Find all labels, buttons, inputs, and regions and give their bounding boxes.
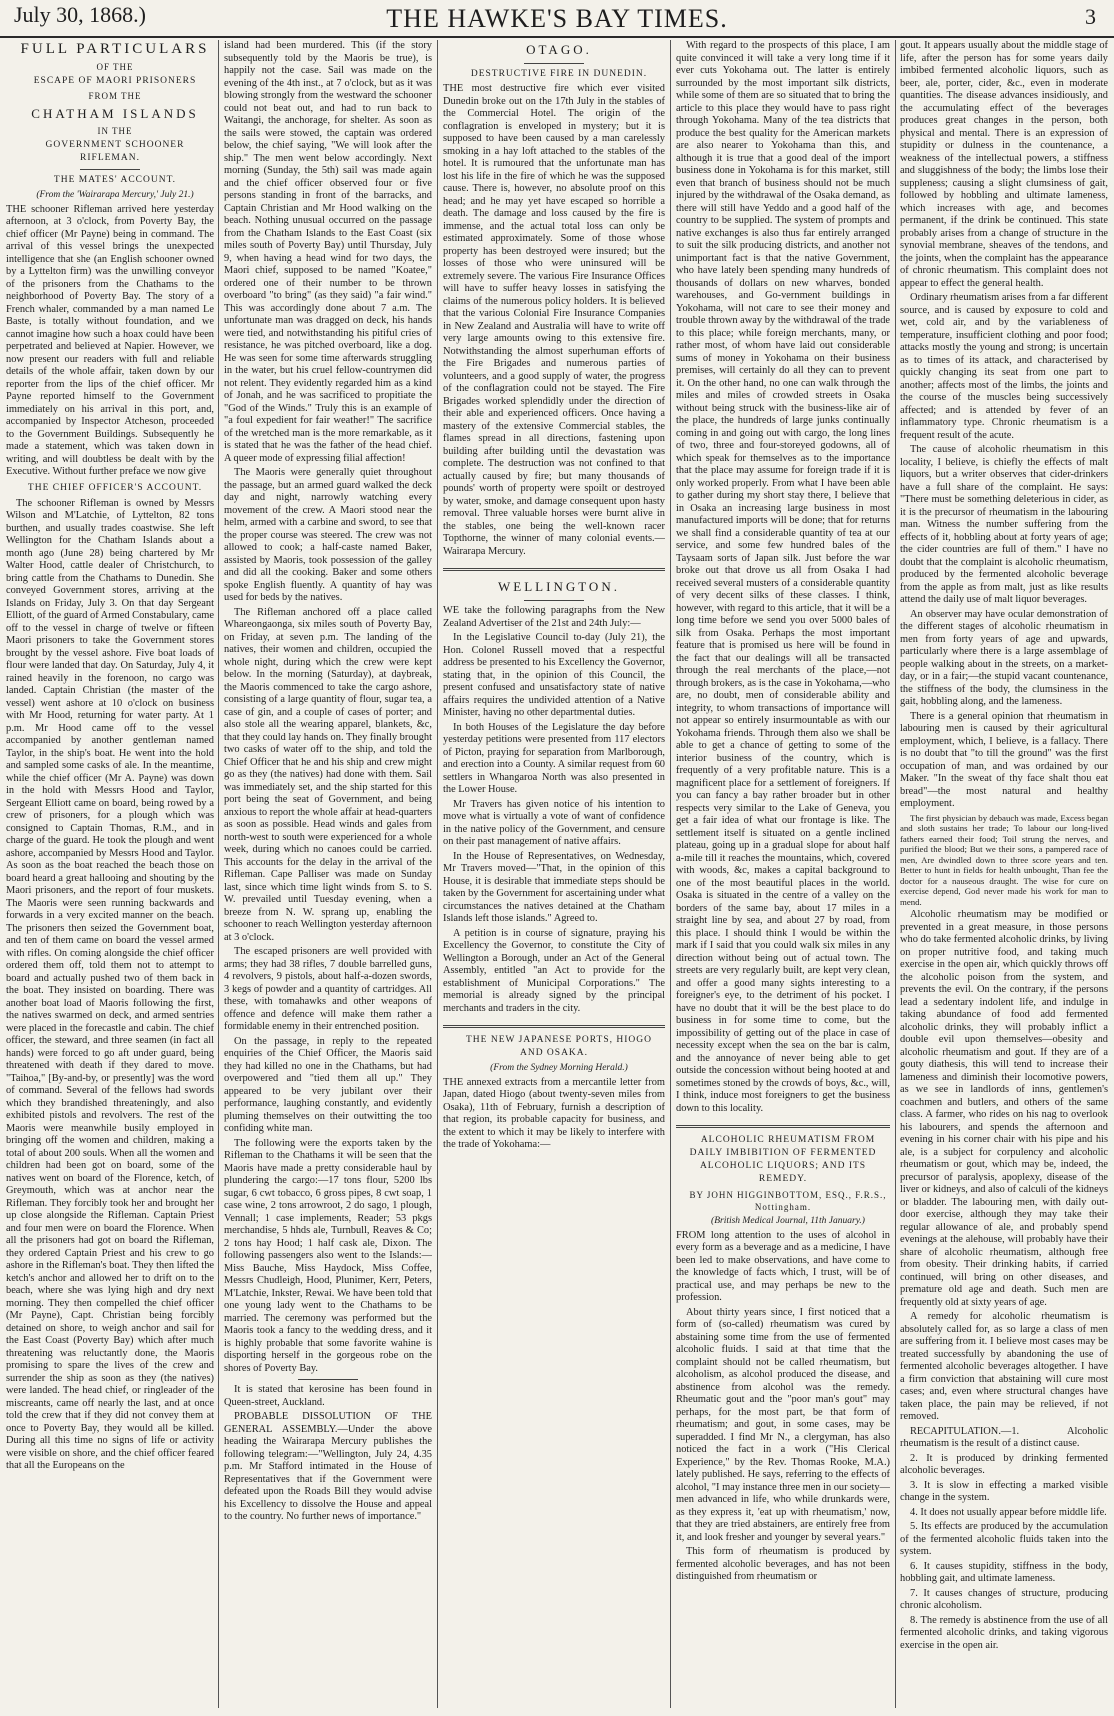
masthead [0, 0, 1114, 38]
article-paragraph: The Maoris were generally quiet throughout the passage, but an armed guard walked the deck day and night, narrowly watching every movement of the crew. A Maori stood near the helm, armed with a carbine and sword, to see that the proper course was steered. The crew was not allowed to cook; a half-caste named Baker, assisted by Maoris, took possession of the galley and did all the cooking. Baker and some others spoke English fluently. A quantity of hay was used for beds by the natives. [224, 467, 432, 603]
article-paragraph: In both Houses of the Legislature the day before yesterday petitions were presented from 117 electors of Picton, praying for separation from Marlborough, and erection into a County. A similar request from 60 settlers in Whangaroa North was also presented in the Lower House. [443, 721, 665, 795]
recap-item: 2. It is produced by drinking fermented alcoholic beverages. [900, 1452, 1108, 1476]
article-paragraph: There is a general opinion that rheumatism in labouring men is caused by their agricultural employment, which, I believe, is a fallacy. There is no doubt that "to till the ground" was the first occupation of man, and was ordained by our Maker. "In the sweat of thy face shalt thou eat bread"—the most natural and healthy employment. [900, 710, 1108, 809]
column-4 [676, 40, 890, 1708]
section-heading-wellington: WELLINGTON. [498, 579, 620, 594]
article-paragraph: WE take the following paragraphs from the New Zealand Advertiser of the 21st and 24th July:— [443, 605, 665, 629]
headline-in-the: IN THE [97, 126, 133, 136]
article-paragraph: On the passage, in reply to the repeated enquiries of the Chief Officer, the Maoris said they had killed no one in the Chathams, but had overpowered and "tied them all up." They appeared to be very jubilant over their performance, laughing constantly, and evidently pluming themselves on their outwitting the too confiding white man. [224, 1035, 432, 1134]
article-paragraph: This form of rheumatism is produced by fermented alcoholic beverages, and has not been distinguished from rheumatism or [676, 1546, 890, 1582]
article-paragraph: A petition is in course of signature, praying his Excellency the Governor, to constitute the City of Wellington a Borough, under an Act of the General Assembly, entitled "an Act to provide for the establishment of Municipal Corporations." The memorial is already signed by the principal merchants and traders in the city. [443, 927, 665, 1014]
article-paragraph: The escaped prisoners are well provided with arms; they had 38 rifles, 7 double barrelled guns, 4 revolvers, 9 pistols, about half-a-dozen swords, 3 kegs of powder and a quantity of cartridges. All these, with tomahawks and other weapons of offence and defence will make them rather a formidable enemy in their entrenched position. [224, 946, 432, 1032]
divider [80, 169, 140, 170]
article-paragraph: An observer may have ocular demonstration of the different stages of alcoholic rheumatism in men from forty years of age and upwards, particularly where there is a large assemblage of people walking about in the streets, on a market-day, or in a fair;—the stupid vacant countenance, the stiffness of the body, the clumsiness in the gait, hobbling along, and the lameness. [900, 608, 1108, 707]
section-mates-account: THE MATES' ACCOUNT. [53, 175, 177, 185]
article-source: (British Medical Journal, 11th January.) [711, 1216, 865, 1226]
headline-government: GOVERNMENT SCHOONER RIFLEMAN. [45, 140, 185, 163]
column-rule [895, 40, 896, 1708]
article-paragraph: Alcoholic rheumatism may be modified or prevented in a great measure, in those persons who do take fermented alcoholic drinks, by living on proper nutritive food, and taking much exercise in the open air, which quickly throws off the alcoholic poison from the system, and prevents the evil. On the contrary, if the persons lead a sedentary indolent life, and indulge in taking abundance of food add fermented alcoholic drinks, they will probably inflict a double evil upon themselves—obesity and alcoholic rheumatism and gout. If they are of a gouty diathesis, this will tend to increase their lameness and diminish their locomotive powers, as we see in landlords of inns, gentlemen's coachmen and butlers, and others of the same class. A farmer, who rides on his nag to overlook his labourers, and spends the afternoon and evening in his corner chair with his pipe and his ale, is a subject for corpulency and alcoholic rheumatism or gout, which may be, indeed, the precursor of paralysis, apoplexy, disease of the liver or kidneys, and also of calculi of the kidneys or bladder. The labouring men, with daily out-door exercise, although they may take their regular allowance of ale, and probably spend evenings at the alehouse, will probably have their share of alcoholic rheumatism, although free from obesity. Their drinking habits, if carried continued, will bring on other diseases, and premature old age and death. Such men are frequently old at sixty years of age. [900, 909, 1108, 1308]
recap-item: —1. Alcoholic rheumatism is the result of a distinct cause. [900, 1425, 1108, 1449]
article-paragraph: A remedy for alcoholic rheumatism is absolutely called for, as so large a class of men are suffering from it. I believe most cases may be treated successfully by abandoning the use of fermented alcoholic beverages altogether. I have a firm conviction that abstaining will cure most cases; and, even where structural changes have taken place, the pain may be relieved, if not removed. [900, 1311, 1108, 1422]
article-paragraph: The Rifleman anchored off a place called Whareongaonga, six miles south of Poverty Bay, on Friday, at seven p.m. The landing of the natives, their women and children, occupied the whole night, during which the crew were kept below. In the morning (Saturday), at daybreak, the Maoris commenced to take the cargo ashore, consisting of a large quantity of flour, sugar tea, a case of gin, and a couple of cases of porter; and also stole all the wearing apparel, blankets, &c, that they could lay hands on. They finally brought two casks of water off to the ship, and told the Chief Officer that he and his ship and crew might go as they (the natives) had done with them. Sail was immediately set, and the ship started for this port being the seat of Government, and being anxious to report the whole affair at head-quarters as soon as possible. Head winds and gales from north-west to south were experienced for a whole week, during which no canoes could be carried. This accounts for the delay in the arrival of the Rifleman. Cape Palliser was made on Sunday last, since which time light winds from S. to S. W. prevailed until Tuesday evening, when a breeze from N. W. sprang up, enabling the schooner to reach Wellington yesterday afternoon at 3 o'clock. [224, 606, 432, 943]
divider [298, 1379, 358, 1380]
article-paragraph: In the Legislative Council to-day (July 21), the Hon. Colonel Russell moved that a respectful address be presented to his Excellency the Governor, stating that, in the opinion of this Council, the present confused and unsatisfactory state of native affairs requires the undivided attention of a Native Minister, having no other departmental duties. [443, 632, 665, 718]
column-5 [900, 40, 1108, 1708]
article-source: (From the 'Wairarapa Mercury,' July 21.) [36, 190, 194, 200]
article-paragraph: The following were the exports taken by the Rifleman to the Chathams it will be seen that the Maoris have made a pretty considerable haul by plundering the cargo:—17 tons flour, 5200 lbs sugar, 6 cwt tobacco, 6 gross pipes, 8 cwt soap, 1 case wine, 2 tons arrowroot, 2 do sago, 1 plough, Vennall; 1 case implements, Reader; 53 pkgs merchandise, 5 hhds ale, Turnbull, Reaves & Co; 2 tons hay Hood; 1 half cask ale, Dixon. The following passengers also went to the Islands:—Miss Bauche, Miss Haydock, Miss Coffee, Messrs Chudleigh, Hood, Plunimer, Kerr, Peters, M'Latchie, Inkster, Rewai. We have been told that one young lady went to the Chathams to be married. The ceremony was performed but the Maoris took a fancy to the wedding dress, and it is highly probable that some favorite wahine is disporting herself in the gorgeous robe on the shores of Poverty Bay. [224, 1137, 432, 1374]
article-paragraph: The schooner Rifleman is owned by Messrs Wilson and M'Latchie, of Lyttelton, 82 tons burthen, and usually trades coastwise. She left Wellington for the Chatham Islands about a month ago (June 28) being chartered by Mr Walter Hood, cattle dealer of Christchurch, to bring cattle from the Chathams to Dunedin. She conveyed Government stores, arriving at the Islands on Friday, July 3. On that day Sergeant Elliott, of the guard of Armed Constabulary, came off to the vessel in charge of twelve or fifteen Maori prisoners to take the Government stores brought by the vessel ashore. Five boat loads of flour were landed that day. On Saturday, July 4, it rained heavily in the forenoon, no cargo was landed. Captain Christian (the master of the vessel) went ashore at 10 o'clock on business with Mr Hood, returning for water party. At 1 p.m. Mr Hood came off to the vessel accompanied by another gentleman named Taylor, in the ship's boat. He went into the hold and sampled some casks of ale. In the meantime, while the chief officer (Mr A. Payne) was down in the hold with Messrs Hood and Taylor, Sergeant Elliott came on board, being rowed by a crew of prisoners, for a plough which was consigned to Captain Thomas, R.M., and in charge of the guard. He took the plough and went ashore, accompanied by Messrs Hood and Taylor. As soon as the boat reached the beach those on board heard a great hallooing and shouting by the Maori prisoners, and the report of four muskets. The Maoris were seen running backwards and forwards in a very excited manner on the beach. The prisoners then seized the Government boat, and ten of them came on board the vessel armed with rifles. On coming alongside the chief officer ordered them off, told them not to attempt to board and actually pushed two of them back in the boat. They insisted on boarding. There was another boat load of Maoris following the first, the natives swarmed on deck, and armed sentries were placed in the forecastle and cabin. The chief officer, the steward, and three seamen (in fact all hands) were forced to go aft under guard, being threatened with death if they dared to move. "Taihoa," [By-and-by, or presently] was the word of command. Several of the fellows had swords which they brandished threateningly, and also exhibited pistols and revolvers. The rest of the Maoris were meanwhile busily employed in bringing off the women and children, making a total of about 200 souls. When all the women and children had been got on board, some of the natives went on board of the Florence, ketch, of Greymouth, which was at anchor near the Rifleman. They forcibly took her and brought her up close alongside the Rifleman. Captain Priest and four men were on board the Florence. When all the prisoners had got on board the Rifleman, they ordered Captain Priest and his crew to go ashore in the Rifleman's boat. They then lifted the ketch's anchor and allowed her to drift on to the beach, where she was lying high and dry next morning. They then compelled the chief officer (Mr Payne), Capt. Christian being forcibly detained on shore, to weigh anchor and sail for the East Coast (Poverty Bay) which after much threatening was reluctantly done, the Maoris promising to spare the lives of the crew and surrender the ship as soon as they (the natives) were landed. The head chief, or ringleader of the miscreants, came off nearly the last, and at once told the crew that if they did not convey them at once to Poverty Bay, they would all be killed. During all this time no signs of life or activity were visible on shore, and the chief officer feared that all the Europeans on the [6, 497, 214, 1471]
section-heading-alcoholic-rheumatism: ALCOHOLIC RHEUMATISM FROM DAILY IMBIBITION OF FERMENTED ALCOHOLIC LIQUORS; AND ITS REMEDY. [689, 1135, 877, 1184]
section-rule [443, 568, 665, 571]
paragraph-heading: PROBABLE DISSOLUTION OF THE GENERAL ASSEMBLY. [224, 1411, 432, 1435]
headline-from-the: FROM THE [88, 91, 142, 101]
recapitulation-heading: RECAPITULATION. [910, 1425, 1001, 1437]
article-paragraph: —Under the above heading the Wairarapa Mercury publishes the following telegram:—"Wellington, July 24, 4.35 p.m. Mr Stafford intimated in the House of Representatives that if the Government were defeated upon the Roads Bill they would advise his Excellency to dissolve the House and appeal to the country. No further news of importance." [224, 1423, 432, 1522]
article-paragraph: THE schooner Rifleman arrived here yesterday afternoon, at 3 o'clock, from Poverty Bay, the chief officer (Mr Payne) being in command. The arrival of this vessel brings the unexpected intelligence that she (an English schooner owned by a Lyttelton firm) was the unwilling conveyor of the prisoners from the Chathams to the neighborhood of Poverty Bay. The story of a French whaler, commanded by a man named Le Baste, is totally without foundation, and we cannot imagine how such a hoax could have been perpetrated and believed at Napier. However, we now present our readers with full and reliable details of the whole affair, taken down by our reporter from the lips of the chief officer. Mr Payne reported himself to the Government immediately on his arrival in this port, and, accompanied by Inspector Atcheson, proceeded to the Government Buildings. Subsequently he made a statement, which was taken down in writing, and will doubtless be dealt with by the Executive. Without further preface we now give [6, 203, 214, 477]
recap-item: 4. It does not usually appear before middle life. [910, 1506, 1107, 1518]
divider [524, 63, 584, 64]
article-paragraph: It is stated that kerosine has been found in Queen-street, Auckland. [224, 1384, 432, 1408]
column-rule [437, 40, 438, 1708]
article-paragraph: THE annexed extracts from a mercantile letter from Japan, dated Hiogo (about twenty-seven miles from Osaka), 11th of February, furnish a description of that region, its probable capacity for business, and the extent to which it may be likely to interfere with the trade of Yokohama:— [443, 1076, 665, 1150]
sub-heading-fire: DESTRUCTIVE FIRE IN DUNEDIN. [470, 69, 648, 79]
section-rule [443, 1025, 665, 1028]
column-rule [218, 40, 219, 1708]
section-heading-otago: OTAGO. [526, 42, 592, 57]
article-paragraph: gout. It appears usually about the middle stage of life, after the person has for some years daily imbibed fermented alcoholic liquors, such as beer, ale, porter, cider, &c., even in moderate quantities. The disease advances insidiously, and the accumulating effect of the beverages produces great changes in the person, both physical and mental. There is an expression of stupidity or dulness in the countenance, a weakness of the intellectual powers, a stiffness and sluggishness of the body; the limbs lose their suppleness; causing a slight clumsiness of gait, followed by hobbling and ultimate lameness, which increases with age, and becomes permanent, if the drink be continued. This state probably arises from a change of structure in the synovial membrane, sheaves of the tendons, and the joints, when the complaint has the appearance of chronic rheumatism. This complaint does not appear to effect the general health. [900, 40, 1108, 289]
verse-quotation: The first physician by debauch was made, Excess began and sloth sustains her trade; To labour our long-lived fathers earned their food; Toil strung the nerves, and purified the blood; But we their sons, a pampered race of men, Are dwindled down to three score years and ten. Better to hunt in fields for health unbought, Than fee the doctor for a nauseous draught. The wise for cure on exercise depend, God never made his work for man to mend. [900, 812, 1108, 907]
recap-item: 3. It is slow in effecting a marked visible change in the system. [900, 1479, 1108, 1503]
divider [524, 600, 584, 601]
recap-item: 5. Its effects are produced by the accumulation of the fermented alcoholic fluids taken into the system. [900, 1521, 1108, 1557]
section-rule [676, 1125, 890, 1128]
section-chief-officer: THE CHIEF OFFICER'S ACCOUNT. [27, 482, 203, 493]
headline-escape: ESCAPE OF MAORI PRISONERS [33, 76, 197, 86]
article-byline: BY JOHN HIGGINBOTTOM, ESQ., F.R.S., Nottingham. [689, 1190, 887, 1212]
issue-date: July 30, 1868.) [14, 2, 146, 27]
section-heading-japanese-ports: THE NEW JAPANESE PORTS, HIOGO AND OSAKA. [466, 1035, 652, 1058]
article-paragraph: The cause of alcoholic rheumatism in this locality, I believe, is chiefly the effects of malt liquors, but a writer observes that cider-drinkers have a full share of the complaint. He says: "There must be something deleterious in cider, as it is the precursor of rheumatism in the labouring man. Witness the number suffering from the effects of it, hobbling about at forty years of age; the cider countries are full of them." I have no doubt that the complaint is alcoholic rheumatism, produced by the fermented alcoholic beverage from the apple as from malt, just as like results attend the daily use of malt liquor beverages. [900, 444, 1108, 605]
column-2 [224, 40, 432, 1708]
column-1 [6, 40, 214, 1708]
article-paragraph: Mr Travers has given notice of his intention to move what is virtually a vote of want of confidence in the native policy of the Government, and censure on their past management of native affairs. [443, 798, 665, 847]
article-paragraph: About thirty years since, I first noticed that a form of (so-called) rheumatism was cured by abstaining some time from the use of fermented alcoholic fluids. I said at that time that the complaint should not be called rheumatism, but alcoholism, as alcohol produced the disease, and abstinence from alcohol was the remedy. Rheumatic gout and the "poor man's gout" may perhaps, for the most part, be that form of rheumatism; and gout, in some cases, may be superadded. I find Mr N., a clergyman, has also noticed the fact in a work ("His Clerical Experience," by the Rev. Thomas Rooke, M.A.) lately published. He says, referring to the effects of alcohol, "I may instance three men in our society—men advanced in life, who while drunkards were, as they express it, 'eat up with rheumatism,' now, that they are tried abstainers, are entirely free from it, and look fresher and younger by several years." [676, 1306, 890, 1543]
recap-item: 8. The remedy is abstinence from the use of all fermented alcoholic drinks, and taking vigorous exercise in the open air. [900, 1614, 1108, 1651]
article-paragraph: THE most destructive fire which ever visited Dunedin broke out on the 17th July in the stables of the Commercial Hotel. The origin of the conflagration is enveloped in mystery; but it is supposed to have been caused by a man carelessly smoking in a hay loft attached to the stables of the hotel. It is rumoured that the unfortunate man has lost his life in the fire of which he was the supposed cause. There is, however, no absolute proof on this head; and he may yet have escaped so horrible a death. The damage and loss caused by the fire is immense, and the actual total loss can only be estimated approximately. Some of those whose property has been destroyed were insured; but the losses of those who were uninsured will be extremely severe. The various Fire Insurance Offices will have to suffer heavy losses in satisfying the claims of the numerous policy holders. It is believed that the various Colonial Fire Insurance Companies in New Zealand and Australia will have to write off very large amounts owing to this extensive fire. Notwithstanding the almost superhuman efforts of the Fire Brigades and numerous parties of volunteers, and a good supply of water, the progress of the conflagration could not be stayed. The Fire Brigades worked splendidly under the direction of their able and experienced officers. Once having a mastery of the extensive Commercial stables, the flames spread in all directions, fastening upon building after building until the devastation was complete. The destruction was not confined to that actually caused by fire; but many thousands of pounds' worth of property were spoilt or destroyed by water, smoke, and damage consequent upon hasty removal. Three valuable horses were burnt alive in the stables, one being the well-known racer Topthorne, the winner of many colonial events.—Wairarapa Mercury. [443, 83, 665, 557]
page-number: 3 [1085, 4, 1096, 29]
headline-of-the: OF THE [96, 62, 134, 72]
headline-full-particulars: FULL PARTICULARS [20, 41, 210, 57]
article-source: (From the Sydney Morning Herald.) [490, 1063, 628, 1073]
column-rule [670, 40, 671, 1708]
article-paragraph: With regard to the prospects of this place, I am quite convinced it will take a very long time if it ever cuts Yokohama out. The latter is entirely surrounded by the most important silk districts, while some of them are so situated that to bring the article to this place they would have to pass right through Yokohama. Many of the tea districts that produce the best quality for the American markets are also nearer to Yokohama than this, and although it is true that a good deal of the import business done in Yokohama is for this market, still even that branch of business should not be much injured by the withdrawal of the Osaka demand, as there will still have Yeddo and a good half of the country to be supplied. The system of prompts and native exchanges is also thus far entirely arranged to suit the silk producing districts, and another not unimportant fact is that the native Government, who have lately been spending many hundreds of thousands of dollars on new wharves, bonded warehouses, and Go-vernment buildings in Yokohama, will not care to see their money and trouble thrown away by the withdrawal of the trade to this place; while foreign merchants, many, or rather most, of whom have laid out considerable sums of money in Yokohama on their business premises, will certainly do all they can to prevent it. On the other hand, no one can walk through the miles and miles of crowded streets in Osaka without being struck with the business-like air of the place, the hundreds of large junks continually coming in and going out with cargo, the long lines of two, three and four-storeyed godowns, all of which speak for themselves as to the importance that the place may assume for foreign trade if it is only worked properly. From what I have been able to gather during my short stay there, I believe that in Osaka an increasing large business in most manufactured imports will be done; that for returns we shall find a considerable quantity of tea at our service, and some few hundred bales of the Taysaam sorts of Japan silk. Just before the war broke out that drove us all from Osaka I had received several musters of a considerable quantity of very decent silks of these classes. I think, however, with regard to this article, that it will be a long time before we send you over 5000 bales of silk from Osaka. Perhaps the most important feature that is promised us here will be found in the fact that our dealings will all be transacted through the real merchants of the place,—not through brokers, as is the case in Yokohama,—who are, no doubt, men of considerable ability and integrity, to whom transactions of importance will not appear so entirely insurmountable as with our Yokohama friends. Through them also we shall be able to get a chance of getting to some of the interior business of the country, which is frequently of a very profitable nature. This is a magnificent place for a settlement of foreigners. If you can fancy a bay rather broader but in other respects very similar to the Lake of Geneva, you get a fair idea of what our frontage is like. The settlement itself is situated on a gentle inclined plateau, going up in a gradual slope for about half a-mile till it reaches the mountains, which, covered with woods, &c, makes a capital background to one of the most beautiful places in the world. Osaka is situated in the centre of a valley on the borders of the same bay, about 17 miles in a straight line by sea, and about 27 by road, from this place. I should think I would be within the mark if I said that you could walk six miles in any direction without being out of actual town. The streets are very regularly built, are kept very clean, and offer a good many sights interesting to a foreigner's eye, to the detriment of his pocket. I have no doubt that it will be the best place to do business in for some time to come, but the impossibility of getting out of the place in case of necessity except when the sea on the bar is calm, and the annoyance of never being able to get outside the concession without being hooted at and sometimes stoned by the crowds of boys, &c., will, I think, induce most foreigners to get the business down to this locality. [676, 40, 890, 1114]
column-3 [443, 40, 665, 1708]
headline-chatham: CHATHAM ISLANDS [31, 106, 199, 121]
newspaper-title: THE HAWKE'S BAY TIMES. [386, 4, 728, 33]
article-paragraph: FROM long attention to the uses of alcohol in every form as a beverage and as a medicine, I have been led to make observations, and have come to the knowledge of facts which, I trust, will be of practical use, and may perhaps be new to the profession. [676, 1229, 890, 1303]
article-paragraph: Ordinary rheumatism arises from a far different source, and is caused by exposure to cold and wet, cold air, and by the variableness of temperature, insufficient clothing and poor food; attacks mostly the young and strong; is uncertain as to times of its attack, and characterised by quickly changing its seat from one part to another; affects most of the limbs, the joints and the course of the muscles being successively affected; and is attended by fever of an inflammatory type. Chronic rheumatism is a frequent result of the acute. [900, 292, 1108, 441]
article-paragraph: island had been murdered. This (if the story subsequently told by the Maoris be true), is happily not the case. Sail was made on the evening of the 4th inst., at 7 o'clock, but as it was blowing strongly from the westward the schooner could not beat out, and had to run back to Waitangi, the anchorage, for shelter. As soon as the sails were stowed, the captain was ordered below, the chief saying, "We will look after the ship." The men went below accordingly. Next morning (Sunday, the 5th) sail was made again and the chief officer observed four or five persons standing in front of the barracks, and Captain Christian and Mr Hood walking on the beach. Nothing unusual occurred on the passage from the Chatham Islands to the East Coast (six miles south of Poverty Bay) until Thursday, July 9, when having a head wind for two days, the Maori chief, supposed to be named "Koatee," ordered one of their number to be thrown overboard "to bring" (as they said) "a fair wind." This was accordingly done about 7 a.m. The unfortunate man was dragged on deck, his hands were tied, and notwithstanding his pitiful cries of resistance, he was pitched overboard, like a dog. He was seen for some time afterwards struggling in the water, but his cruel fellow-countrymen did not relent. They evidently regarded him as a kind of Jonah, and he was sacrificed to propitiate the "God of the Winds." Truly this is an example of "a foul expedient for fair weather!" The sacrifice of the wretched man is the more remarkable, as it is stated that he was the father of the head chief. A queer mode of expressing filial affection! [224, 40, 432, 464]
article-paragraph: In the House of Representatives, on Wednesday, Mr Travers moved—"That, in the opinion of this House, it is desirable that immediate steps should be taken by the Government for ascertaining under what circumstances the natives detained at the Chatham Islands left those islands." Agreed to. [443, 850, 665, 924]
recap-item: 6. It causes stupidity, stiffness in the body, hobbling gait, and ultimate lameness. [900, 1560, 1108, 1584]
recap-item: 7. It causes changes of structure, producing chronic alcoholism. [900, 1587, 1108, 1611]
